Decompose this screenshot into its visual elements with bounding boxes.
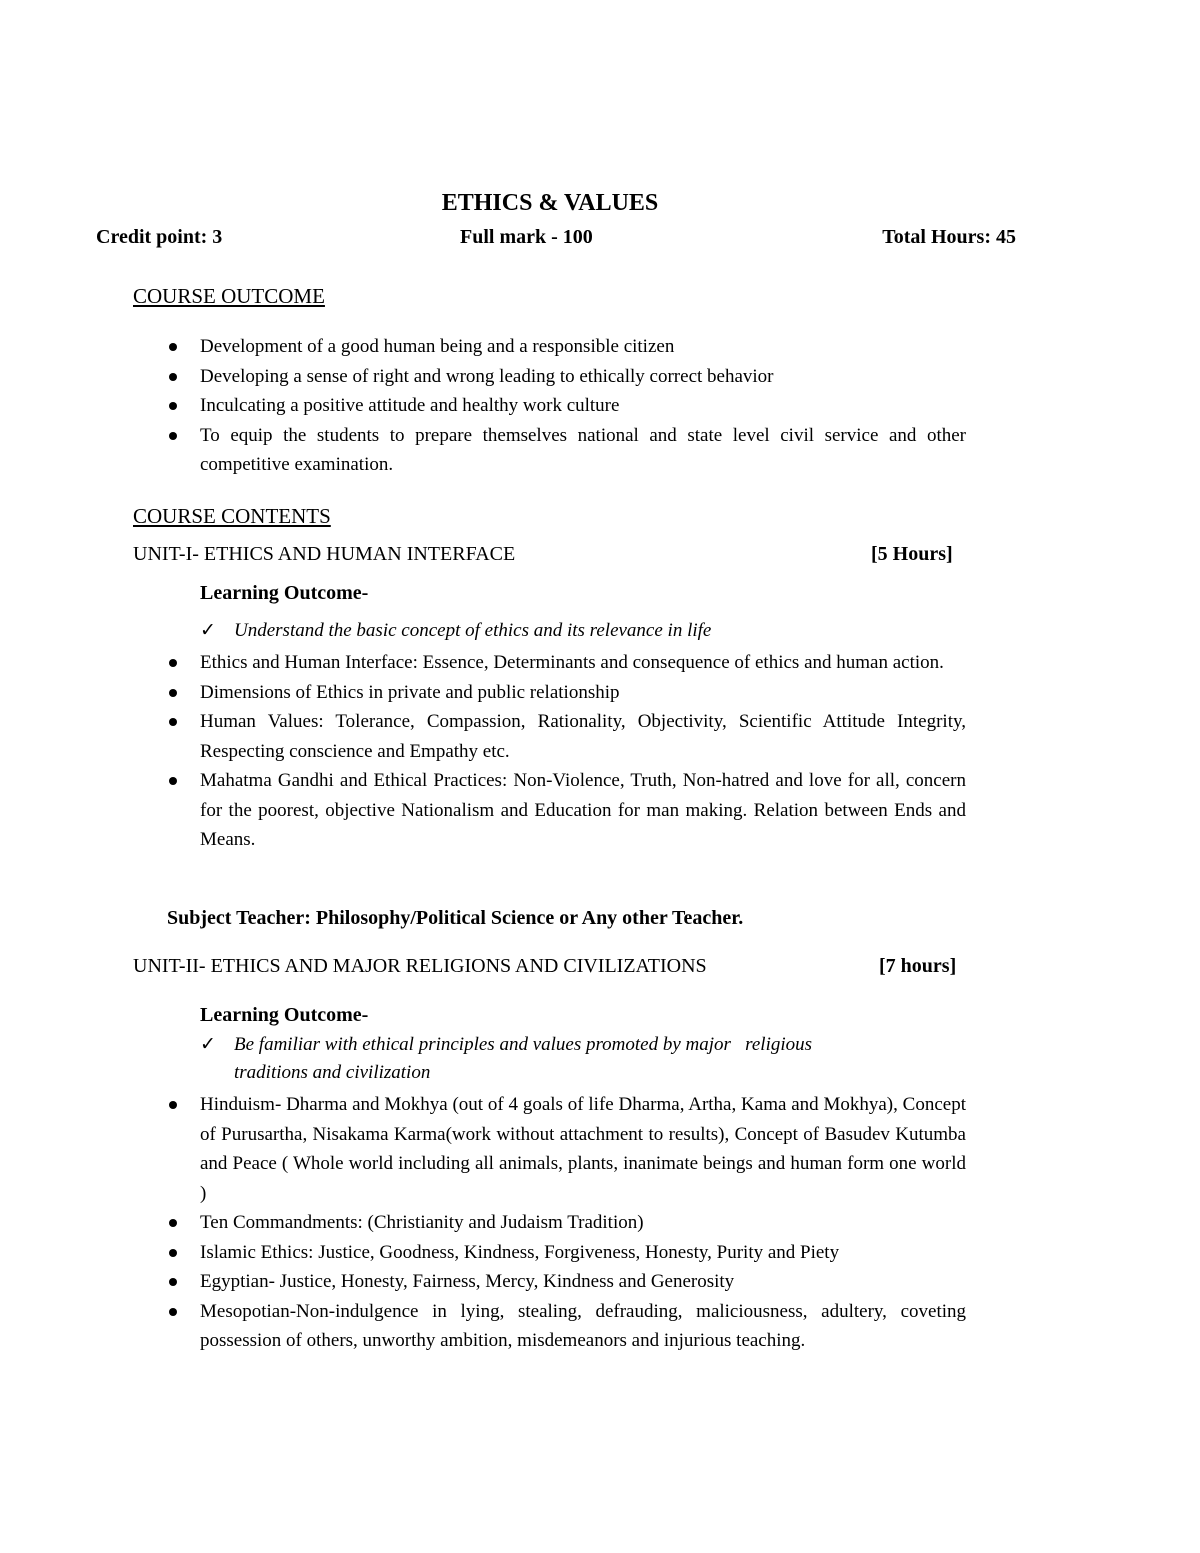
- list-item: [166, 707, 966, 766]
- list-item: [166, 1090, 966, 1208]
- course-outcome-heading: COURSE OUTCOME: [133, 284, 325, 308]
- bullet-icon: [169, 343, 177, 351]
- list-item: [166, 332, 966, 362]
- list-item-text: Ethics and Human Interface: Essence, Determinants and consequence of ethics and human action.: [200, 652, 944, 673]
- credit-point: Credit point: 3: [96, 226, 223, 248]
- list-item-text: Mahatma Gandhi and Ethical Practices: Non-Violence, Truth, Non-hatred and love for all, concern for the poorest, objective Nationalism and Education for man making. Relation between Ends and Means.: [200, 770, 966, 850]
- bullet-icon: [169, 373, 177, 381]
- course-outcome-list: [166, 332, 966, 480]
- bullet-icon: [169, 659, 177, 667]
- learning-outcome-text-line-2: traditions and civilization: [234, 1062, 431, 1083]
- unit-2-learning-outcome: [200, 1031, 920, 1087]
- list-item-text: Human Values: Tolerance, Compassion, Rationality, Objectivity, Scientific Attitude Integrity, Respecting conscience and Empathy etc.: [200, 711, 966, 762]
- list-item: [166, 421, 966, 480]
- learning-outcome-text-line-1: Be familiar with ethical principles and values promoted by major religious: [234, 1034, 813, 1055]
- course-contents-heading: COURSE CONTENTS: [133, 504, 331, 528]
- unit-2-hours: [7 hours]: [879, 955, 957, 977]
- list-item: [166, 766, 966, 855]
- list-item-text: To equip the students to prepare themselves national and state level civil service and other competitive examination.: [200, 424, 966, 475]
- document-title: ETHICS & VALUES: [441, 190, 659, 216]
- checkmark-icon: ✓: [200, 620, 216, 641]
- unit-2-title: UNIT-II- ETHICS AND MAJOR RELIGIONS AND CIVILIZATIONS: [133, 955, 707, 977]
- list-item-text: Ten Commandments: (Christianity and Judaism Tradition): [200, 1212, 644, 1233]
- list-item: [166, 678, 966, 708]
- unit-1-learning-outcome: [200, 617, 920, 645]
- list-item-text: Islamic Ethics: Justice, Goodness, Kindness, Forgiveness, Honesty, Purity and Piety: [200, 1241, 840, 1263]
- unit-2-header: [133, 955, 965, 978]
- bullet-icon: [169, 777, 177, 785]
- bullet-icon: [169, 1308, 177, 1316]
- bullet-icon: [169, 1101, 177, 1109]
- full-mark: Full mark - 100: [460, 226, 593, 248]
- checkmark-icon: ✓: [200, 1034, 216, 1055]
- unit-2-learning-outcome-label: Learning Outcome-: [200, 1004, 369, 1026]
- list-item: [166, 648, 966, 678]
- unit-1-subject-teacher: Subject Teacher: Philosophy/Political Science or Any other Teacher.: [167, 907, 744, 929]
- bullet-icon: [169, 689, 177, 697]
- learning-outcome-text: Understand the basic concept of ethics and its relevance in life: [234, 620, 712, 641]
- list-item-text: Hinduism- Dharma and Mokhya (out of 4 goals of life Dharma, Artha, Kama and Mokhya), Concept of Purusartha, Nisakama Karma(work without attachment to results), Concept of Basudev Kutumba and Peace ( Whole world including all animals, plants, inanimate beings and human form one world ): [200, 1094, 966, 1204]
- list-item: [166, 391, 966, 421]
- bullet-icon: [169, 402, 177, 410]
- bullet-icon: [169, 432, 177, 440]
- total-hours: Total Hours: 45: [882, 226, 1016, 248]
- unit-1-title: UNIT-I- ETHICS AND HUMAN INTERFACE: [133, 543, 516, 565]
- list-item-text: Developing a sense of right and wrong leading to ethically correct behavior: [200, 365, 774, 387]
- bullet-icon: [169, 718, 177, 726]
- list-item-text: Dimensions of Ethics in private and public relationship: [200, 681, 620, 703]
- unit-1-topic-list: [166, 648, 966, 855]
- unit-1-header: [133, 543, 965, 566]
- list-item-text: Development of a good human being and a responsible citizen: [200, 336, 675, 357]
- unit-1-learning-outcome-label: Learning Outcome-: [200, 582, 369, 604]
- list-item: [166, 1297, 966, 1356]
- list-item: [166, 362, 966, 392]
- list-item: [166, 1267, 966, 1297]
- list-item: [166, 1238, 966, 1268]
- bullet-icon: [169, 1219, 177, 1227]
- list-item: [166, 1208, 966, 1238]
- unit-1-hours: [5 Hours]: [871, 543, 953, 565]
- bullet-icon: [169, 1249, 177, 1257]
- list-item-text: Inculcating a positive attitude and healthy work culture: [200, 395, 620, 416]
- list-item-text: Mesopotian-Non-indulgence in lying, stealing, defrauding, maliciousness, adultery, coveting possession of others, unworthy ambition, misdemeanors and injurious teaching.: [200, 1300, 966, 1351]
- list-item-text: Egyptian- Justice, Honesty, Fairness, Mercy, Kindness and Generosity: [200, 1271, 735, 1292]
- unit-2-topic-list: [166, 1090, 966, 1356]
- bullet-icon: [169, 1278, 177, 1286]
